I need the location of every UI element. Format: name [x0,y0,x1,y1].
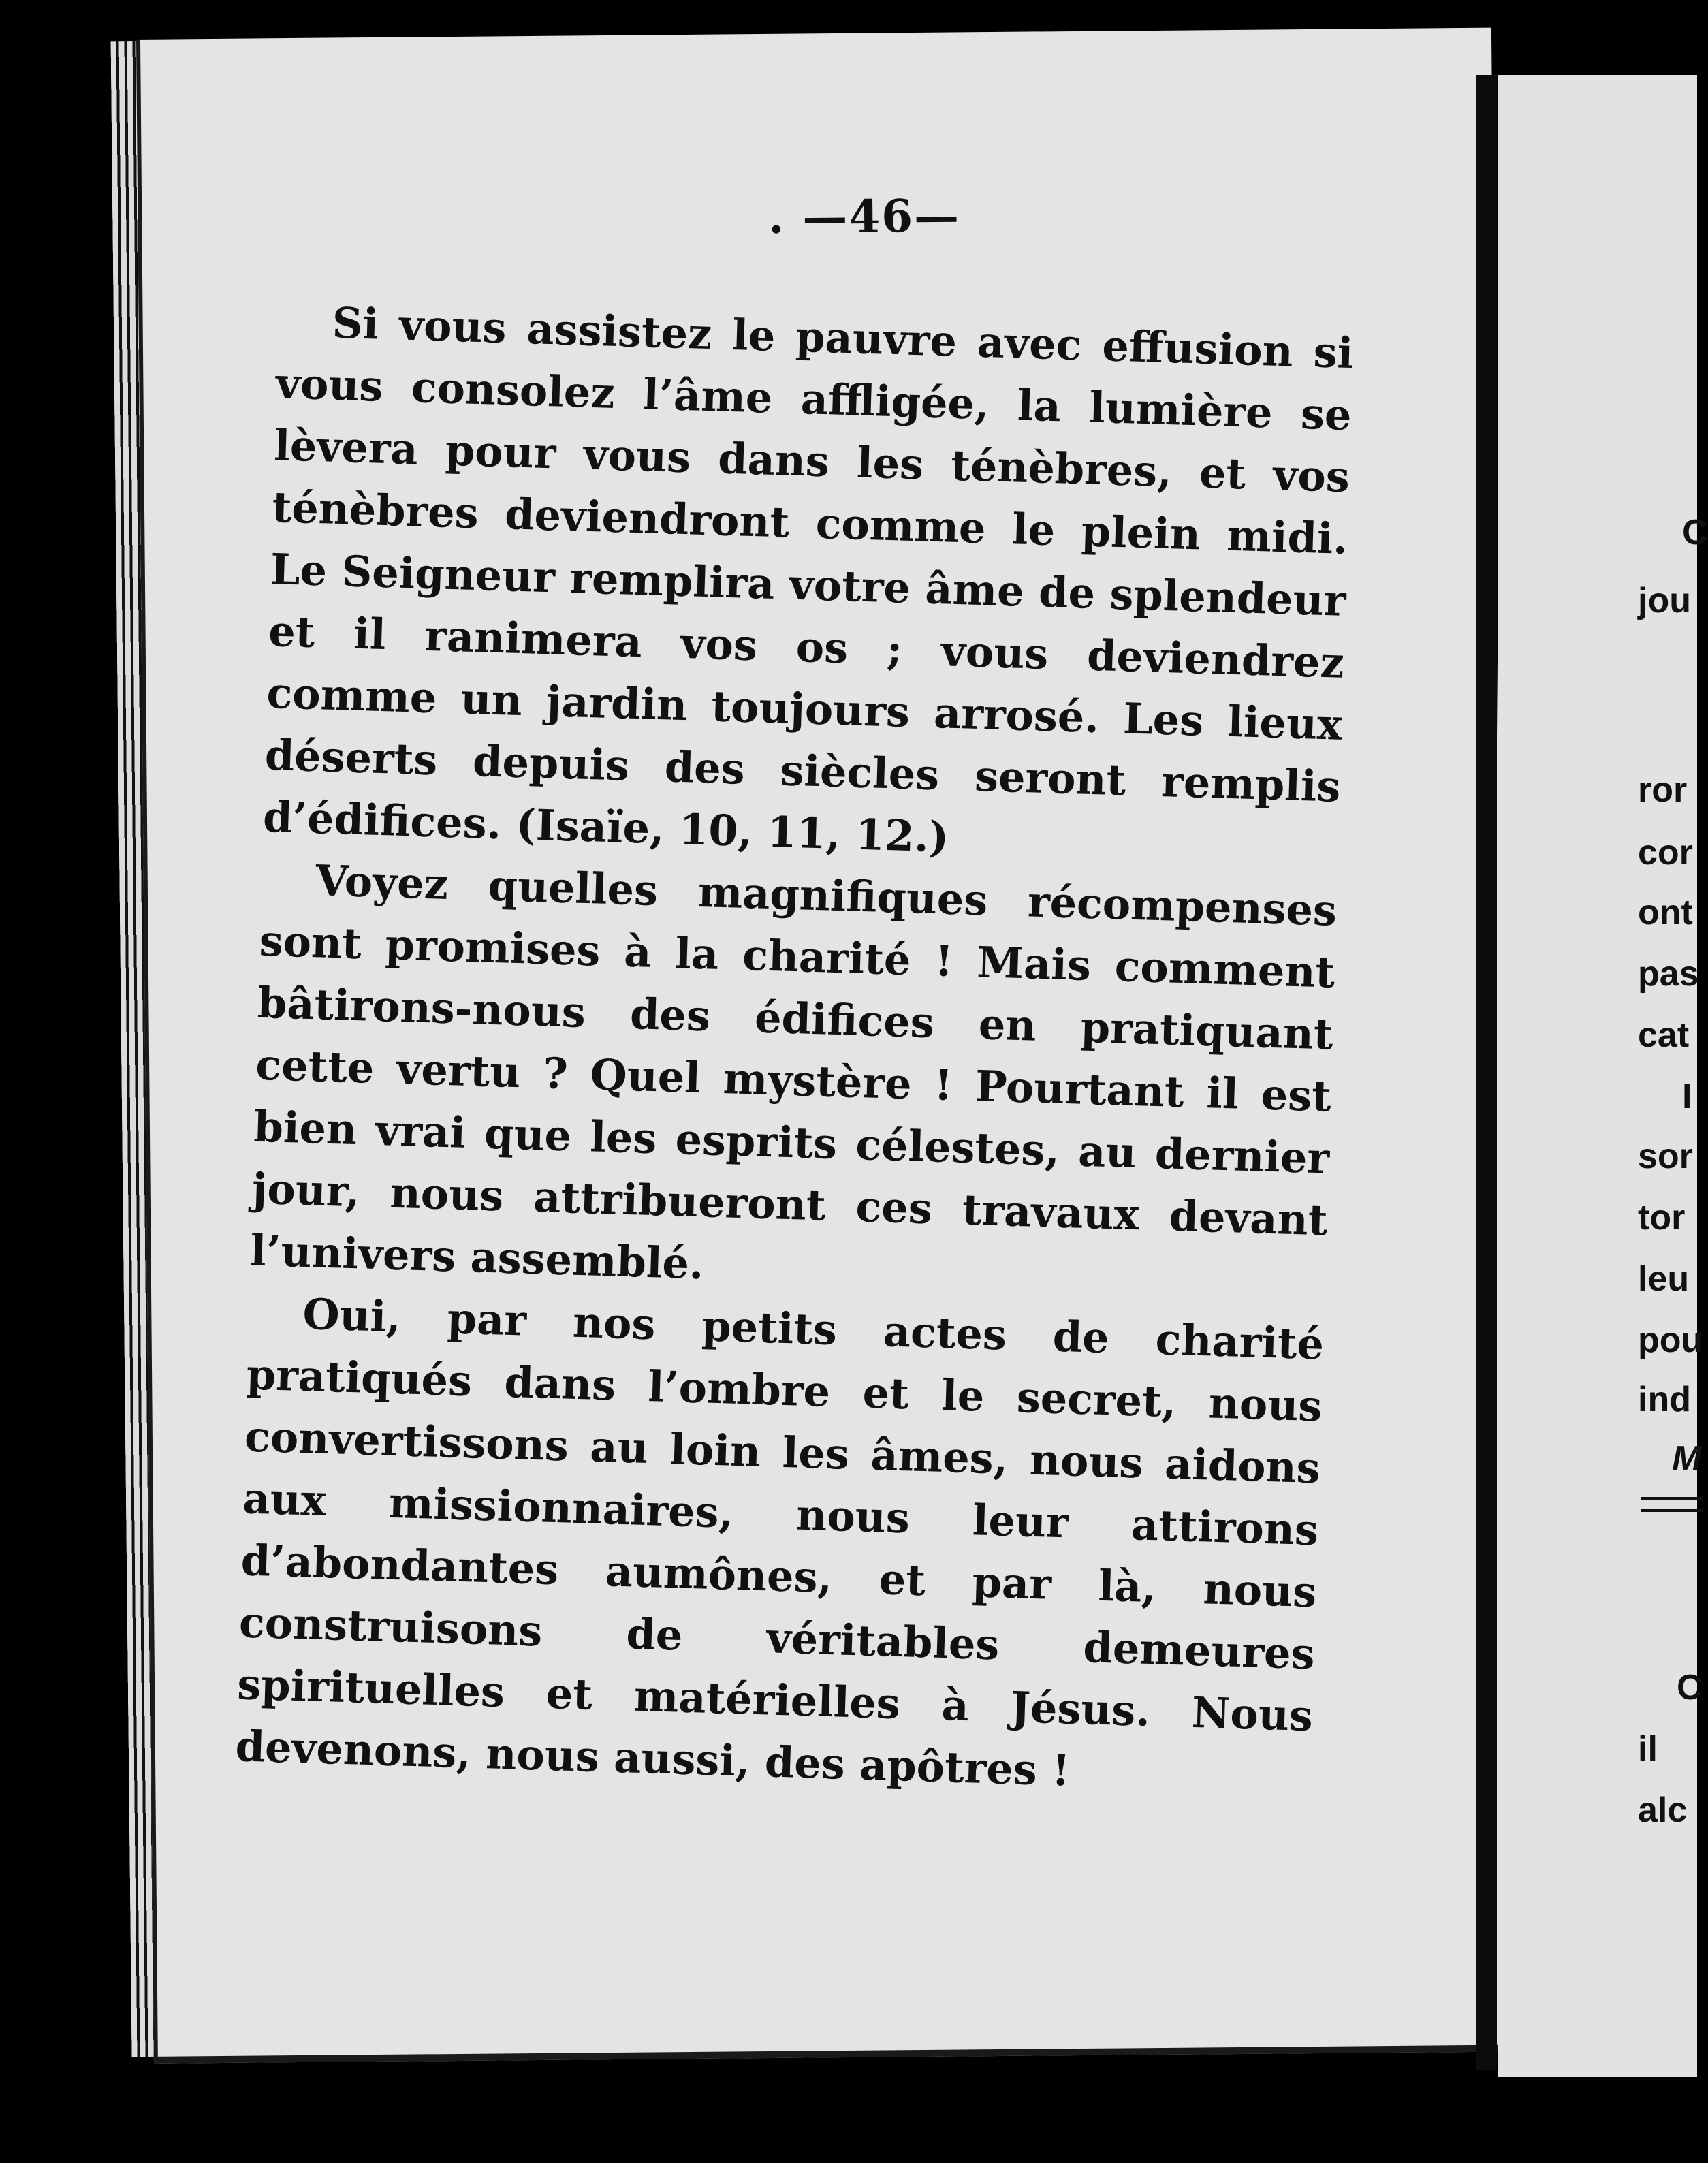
right-page-rule [1641,1497,1703,1512]
right-page-fragment: pou [1638,1321,1703,1360]
right-page-fragment: alc [1638,1790,1688,1830]
right-page-fragment: ind [1638,1380,1691,1419]
body-text [234,290,1354,1809]
right-page-fragment: il [1638,1729,1658,1769]
right-page-fragment: M [1672,1439,1702,1479]
left-page [136,28,1509,2064]
right-page-fragment: leu [1638,1259,1690,1299]
page-number: . —46— [768,189,961,244]
right-page-fragment: cor [1638,833,1693,872]
book-gutter [1476,75,1497,2070]
paragraph-1: Si vous assistez le pauvre avec effusion si vous consolez l’âme affligée, la lumière se lèvera pour vous dans les ténèbres, et vos ténèbres deviendront comme le plein midi. Le Seigneur remplira votre âme de splendeur et il ranimera vos os ; vous deviendrez comme un jardin toujours arrosé. Les lieux déserts depuis des siècles seront remplis d’édifices. (Isaïe, 10, 11, 12.) [262,298,1355,862]
paragraph-2: Voyez quelles magnifiques récompenses sont promises à la charité ! Mais comment bâtirons-nous des édifices en pratiquant cette vertu ? Quel mystère ! Pourtant il est bien vrai que les esprits célestes, au dernier jour, nous attribueront ces travaux devant l’univers assemblé. [249,855,1338,1289]
right-page-fragment: ont [1638,893,1693,932]
right-page-fragment: ror [1638,770,1688,810]
right-page-fragment: I [1682,1077,1692,1116]
right-page [1498,75,1697,2077]
right-page-fragment: jou [1638,581,1691,620]
right-page-fragment: cat [1638,1015,1690,1055]
right-page-fragment: tor [1638,1198,1686,1237]
right-page-fragment: C [1682,513,1708,552]
right-page-fragment: pas [1638,954,1699,994]
paragraph-3: Oui, par nos petits actes de charité pratiqués dans l’ombre et le secret, nous convertissons au loin les âmes, nous aidons aux missionnaires, nous leur attirons d’abondantes aumônes, et par là, nous construisons de véritables demeures spirituelles et matérielles à Jésus. Nous devenons, nous aussi, des apôtres ! [234,1289,1325,1796]
right-page-fragment: sor [1638,1137,1693,1176]
right-page-fragment: C [1677,1668,1703,1707]
